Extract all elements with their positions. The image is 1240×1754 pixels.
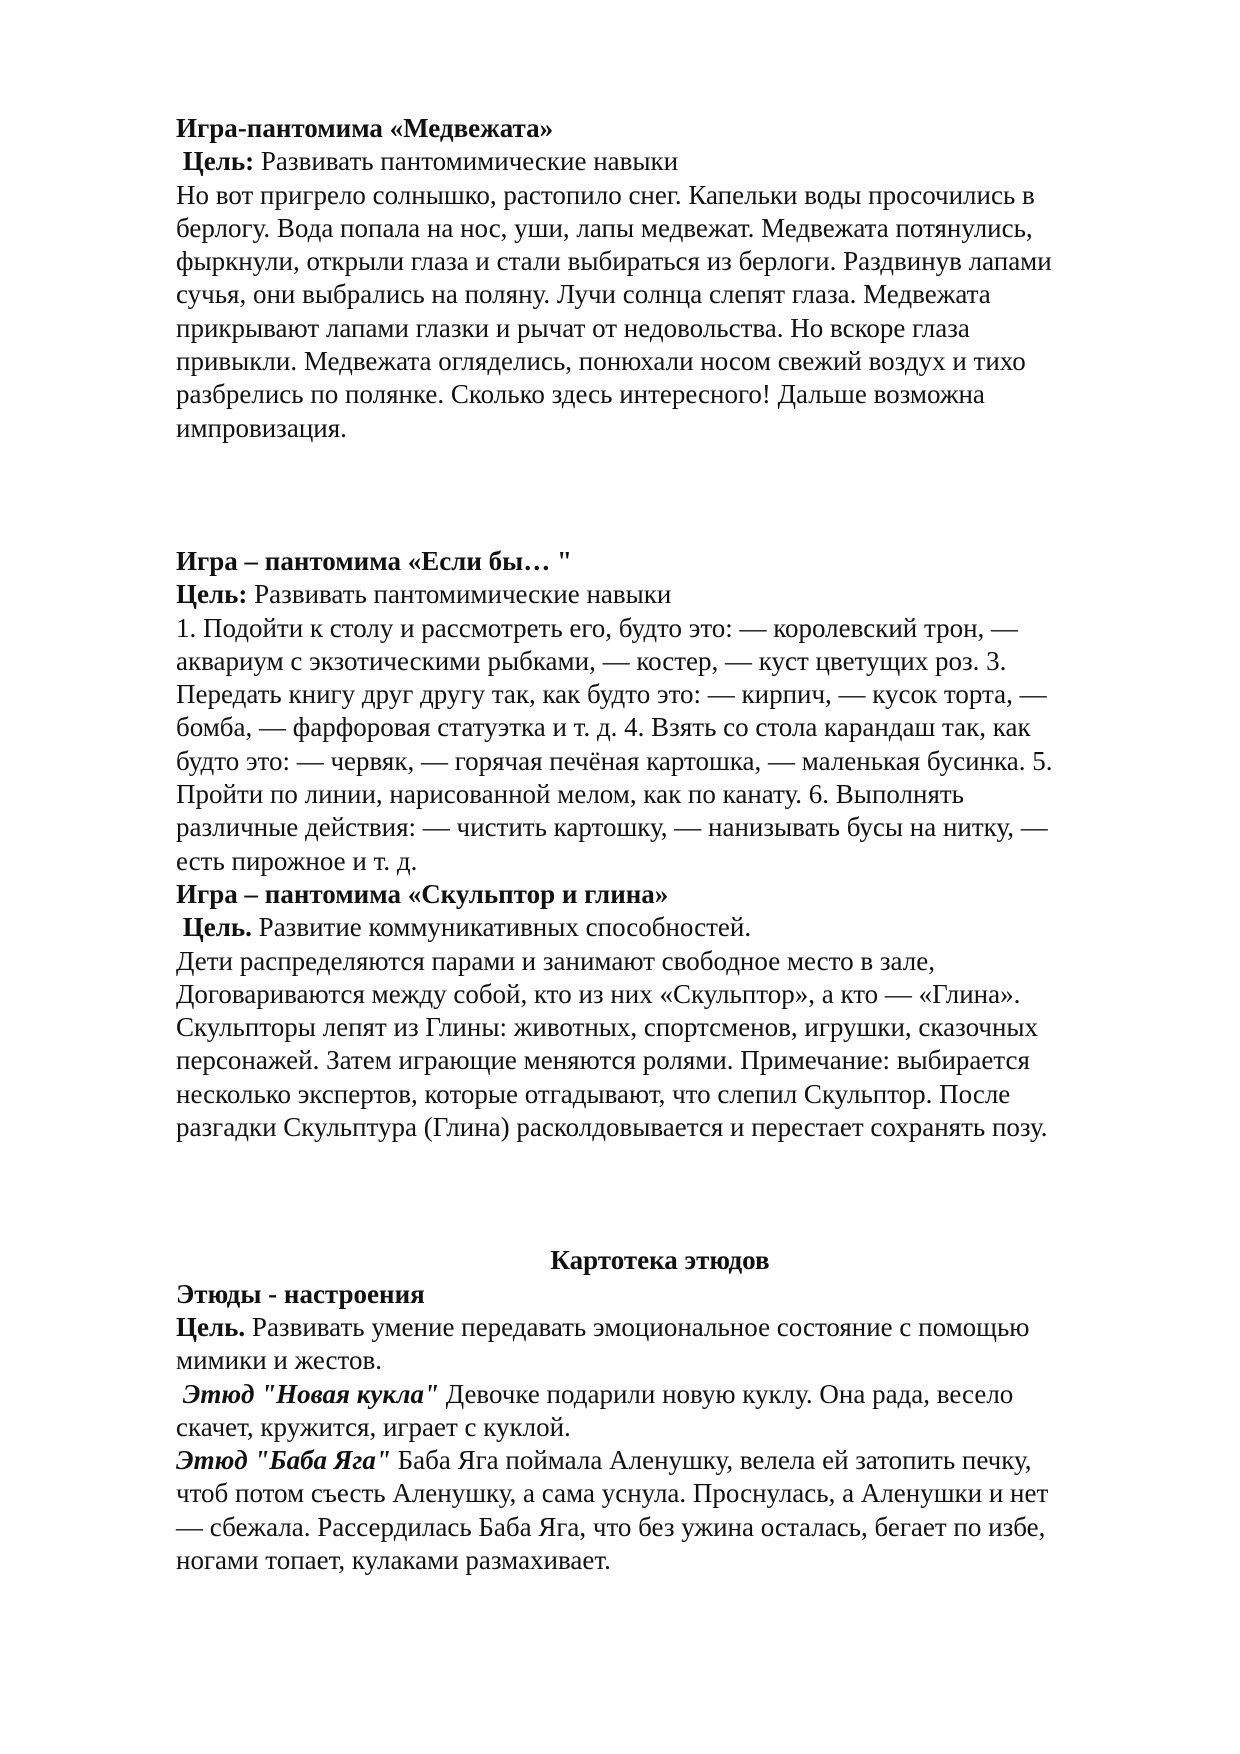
paragraph-line: — сбежала. Рассердилась Баба Яга, что без ужина осталась, бегает по избе, — [176, 1511, 1046, 1542]
etude-text: Девочке подарили новую куклу. Она рада, весело — [438, 1378, 1014, 1409]
goal-label: Цель. — [176, 1311, 246, 1342]
etude-text: Баба Яга поймала Аленушку, велела ей затопить печку, — [390, 1445, 1032, 1476]
etude-title: Этюд "Баба Яга" — [176, 1445, 391, 1476]
paragraph-line: разбрелись по полянке. Сколько здесь интересного! Дальше возможна — [176, 379, 985, 410]
paragraph-line: 1. Подойти к столу и рассмотреть его, будто это: — королевский трон, — — [176, 612, 1019, 643]
paragraph-line: бомба, — фарфоровая статуэтка и т. д. 4. Взять со стола карандаш так, как — [176, 712, 1031, 743]
goal-label: Цель: — [176, 579, 248, 610]
goal-kartoteka — [176, 1311, 1176, 1344]
paragraph-line: Но вот пригрело солнышко, растопило снег. Капельки воды просочились в — [176, 179, 1035, 210]
paragraph-line: прикрывают лапами глазки и рычат от недовольства. Но вскоре глаза — [176, 312, 970, 343]
paragraph-line: импровизация. — [176, 412, 347, 443]
goal-label: Цель: — [182, 146, 255, 177]
paragraph-line: разгадки Скульптура (Глина) расколдовывается и перестает сохранять позу. — [176, 1112, 1048, 1143]
paragraph-line: привыкли. Медвежата огляделись, понюхали носом свежий воздух и тихо — [176, 346, 1026, 377]
paragraph-line: мимики и жестов. — [176, 1345, 382, 1376]
paragraph-line: Скульпторы лепят из Глины: животных, спортсменов, игрушки, сказочных — [176, 1012, 1039, 1043]
goal-label: Цель. — [182, 912, 252, 943]
etude-title: Этюд "Новая кукла" — [182, 1378, 439, 1409]
paragraph-line: Передать книгу друг другу так, как будто это: — кирпич, — кусок торта, — — [176, 679, 1047, 710]
paragraph-line: чтоб потом съесть Аленушку, а сама уснула. Проснулась, а Аленушки и нет — [176, 1478, 1049, 1509]
paragraph-line: различные действия: — чистить картошку, — нанизывать бусы на нитку, — — [176, 812, 1048, 843]
section-spacer — [176, 445, 1176, 545]
document-page — [176, 112, 1176, 1577]
etude-new-doll — [176, 1378, 1176, 1411]
goal-text: Развивать пантомимические навыки — [247, 579, 672, 610]
paragraph-line: берлогу. Вода попала на нос, уши, лапы медвежат. Медвежата потянулись, — [176, 212, 1033, 243]
paragraph-line: Дети распределяются парами и занимают свободное место в зале, — [176, 945, 935, 976]
paragraph-line: персонажей. Затем играющие меняются ролями. Примечание: выбирается — [176, 1045, 1030, 1076]
section-heading: Картотека этюдов — [550, 1245, 770, 1276]
paragraph-line: Пройти по линии, нарисованной мелом, как по канату. 6. Выполнять — [176, 779, 964, 810]
goal-skulptor — [176, 911, 1176, 944]
paragraph-line: сучья, они выбрались на поляну. Лучи солнца слепят глаза. Медвежата — [176, 279, 991, 310]
game-title-skulptor: Игра – пантомима «Скульптор и глина» — [176, 878, 669, 909]
section-subheading: Этюды - настроения — [176, 1278, 425, 1309]
paragraph-line: аквариум с экзотическими рыбками, — костер, — куст цветущих роз. 3. — [176, 645, 1007, 676]
paragraph-line: несколько экспертов, которые отгадывают, что слепил Скульптор. После — [176, 1078, 1011, 1109]
paragraph-line: будто это: — червяк, — горячая печёная картошка, — маленькая бусинка. 5. — [176, 745, 1053, 776]
section-spacer — [176, 1144, 1176, 1244]
paragraph-line: скачет, кружится, играет с куклой. — [176, 1411, 571, 1442]
etude-baba-yaga — [176, 1444, 1176, 1477]
paragraph-line: есть пирожное и т. д. — [176, 845, 418, 876]
game-title-esli-by: Игра – пантомима «Если бы… " — [176, 545, 572, 576]
paragraph-line: Договариваются между собой, кто из них «Скульптор», а кто — «Глина». — [176, 978, 1021, 1009]
goal-medvezhata — [176, 145, 1176, 178]
paragraph-line: ногами топает, кулаками размахивает. — [176, 1544, 611, 1575]
goal-text: Развитие коммуникативных способностей. — [251, 912, 752, 943]
goal-text: Развивать умение передавать эмоциональное состояние с помощью — [245, 1311, 1030, 1342]
game-title-medvezhata: Игра-пантомима «Медвежата» — [176, 113, 554, 143]
goal-text: Развивать пантомимические навыки — [254, 146, 679, 177]
goal-esli-by — [176, 578, 1176, 611]
paragraph-line: фыркнули, открыли глаза и стали выбираться из берлоги. Раздвинув лапами — [176, 246, 1052, 277]
